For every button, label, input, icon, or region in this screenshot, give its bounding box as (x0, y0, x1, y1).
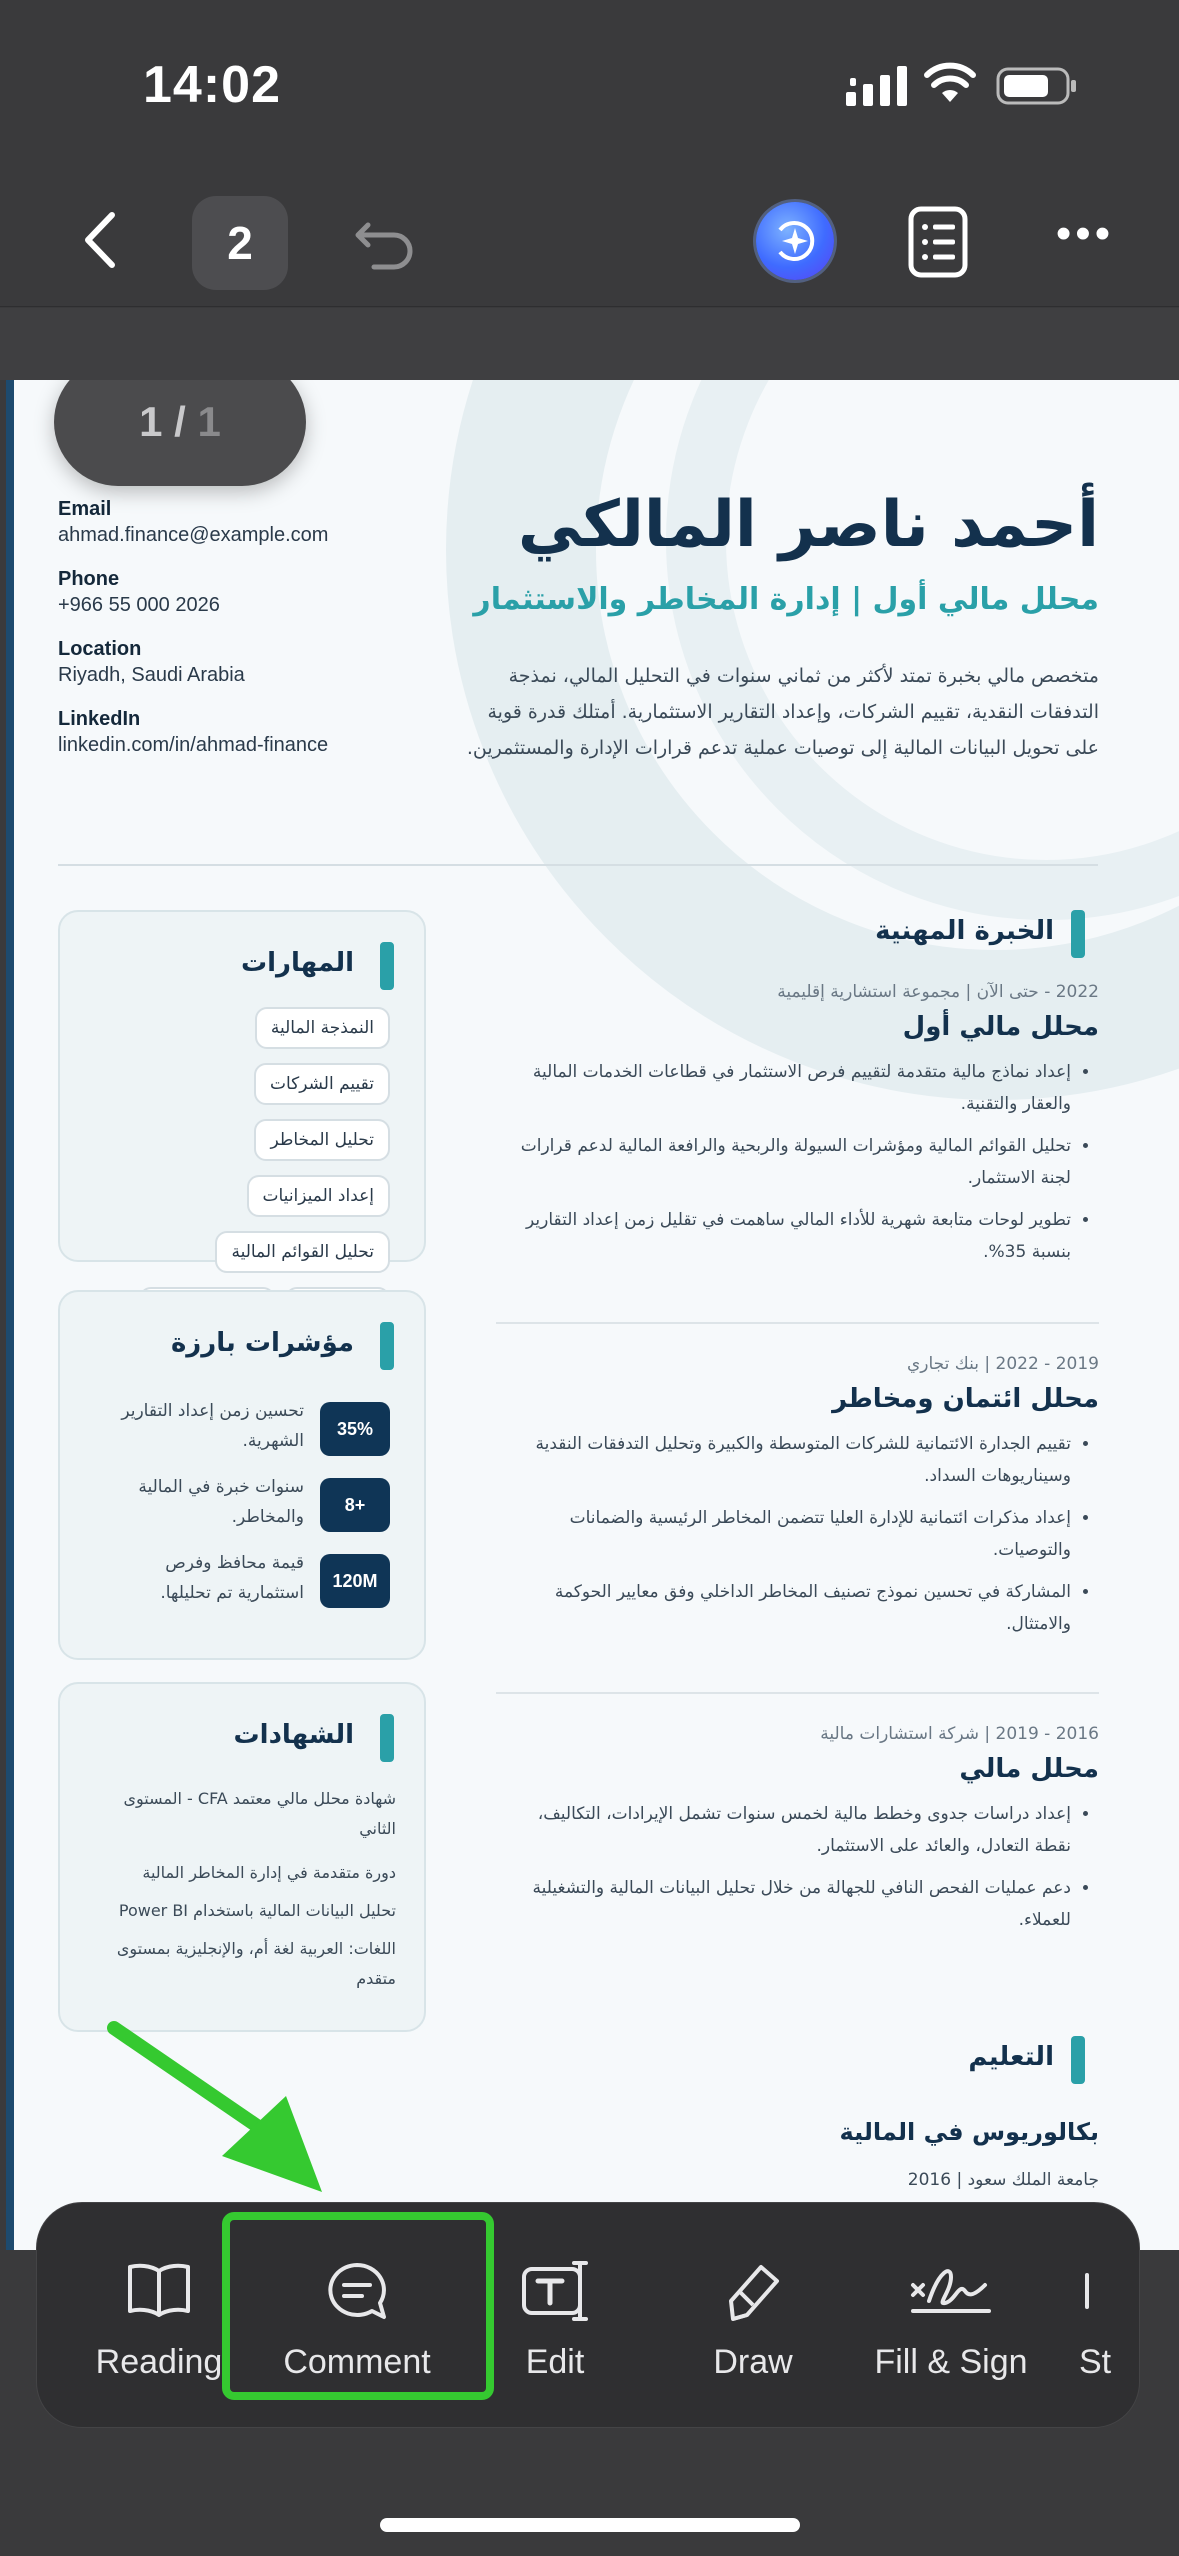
contact-block (58, 498, 388, 778)
skill-chip: تقييم الشركات (254, 1063, 390, 1105)
toolbar-label: Draw (713, 2343, 793, 2381)
signature-icon (909, 2261, 993, 2321)
more-options-icon[interactable]: ••• (1055, 209, 1115, 258)
job-bullet: • إعداد مذكرات ائتمانية للإدارة العليا تتضمن المخاطر الرئيسية والضمانات والتوصيات. (499, 1502, 1071, 1566)
resume-title: محلل مالي أول | إدارة المخاطر والاستثمار (473, 582, 1099, 617)
page-indicator (54, 380, 306, 486)
contact-phone: +966 55 000 2026 (58, 594, 220, 616)
job-role: محلل مالي أول (902, 1012, 1099, 1042)
job-bullet: • تقييم الجدارة الائتمانية للشركات المتوسطة والكبيرة وتحليل التدفقات النقدية وسيناريوهات السداد. (499, 1428, 1071, 1492)
sparkle-icon (756, 202, 834, 280)
book-icon (126, 2261, 192, 2317)
job-divider (496, 1322, 1099, 1324)
job-role: محلل مالي (959, 1754, 1099, 1784)
resume-page (6, 380, 1179, 2250)
job-bullet: • تحليل القوائم المالية ومؤشرات السيولة والربحية والرافعة المالية لدعم قرارات لجنة الاستثمار. (499, 1130, 1071, 1194)
section-accent-bar (1071, 910, 1085, 958)
metric-row (60, 1468, 428, 1538)
pen-icon (723, 2261, 783, 2325)
job-meta: 2019 - 2022 | بنك تجاري (906, 1354, 1099, 1374)
education-heading: التعليم (968, 2042, 1054, 2072)
toolbar-draw[interactable] (653, 2203, 853, 2428)
toolbar-label: Comment (283, 2343, 431, 2381)
toolbar-label: Edit (525, 2343, 585, 2381)
bottom-toolbar (36, 2202, 1140, 2428)
skills-card (58, 910, 426, 1262)
metric-badge: 120M (320, 1554, 390, 1608)
status-bar (0, 0, 1179, 175)
education-degree: بكالوريوس في المالية (839, 2118, 1099, 2146)
battery-icon (996, 66, 1078, 106)
contact-label: Location (58, 638, 142, 660)
job-bullet: • إعداد دراسات جدوى وخطط مالية لخمس سنوات تشمل الإيرادات، التكاليف، نقطة التعادل، والعائد على الاستثمار. (499, 1798, 1071, 1862)
certificate-item: اللغات: العربية لغة أم، والإنجليزية بمستوى متقدم (116, 1939, 396, 1988)
text-edit-icon (520, 2261, 590, 2321)
toolbar-fill-sign[interactable] (851, 2203, 1051, 2428)
skill-chip: تحليل المخاطر (254, 1119, 390, 1161)
contact-label: LinkedIn (58, 708, 141, 730)
resume-summary: متخصص مالي بخبرة تمتد لأكثر من ثماني سنوات في التحليل المالي، نمذجة التدفقات النقدية، تقييم الشركات، وإعداد التقارير الاستثمارية. أمتلك قدرة قوية على تحويل البيانات المالية إلى توصيات عملية تدعم قرارات الإدارة والمستثمرين. (466, 665, 1099, 759)
job-divider (496, 1692, 1099, 1694)
contact-linkedin: linkedin.com/in/ahmad-finance (58, 734, 329, 756)
job-bullet: • المشاركة في تحسين نموذج تصنيف المخاطر الداخلي وفق معايير الحوكمة والامتثال. (499, 1576, 1071, 1640)
toolbar-stamp[interactable] (1049, 2203, 1140, 2428)
experience-heading: الخبرة المهنية (875, 916, 1054, 946)
job-bullet: • إعداد نماذج مالية متقدمة لتقييم فرص الاستثمار في قطاعات الخدمات المالية والعقار والتقنية. (499, 1056, 1071, 1120)
section-accent-bar (1071, 2036, 1085, 2084)
education-meta: جامعة الملك سعود | 2016 (907, 2170, 1099, 2190)
wifi-icon (924, 62, 976, 104)
contact-label: Phone (58, 568, 120, 590)
outline-list-icon[interactable] (905, 205, 971, 279)
section-accent-bar (380, 942, 394, 990)
certificates-card (58, 1682, 426, 2032)
certificates-heading: الشهادات (233, 1720, 354, 1750)
metric-badge: 8+ (320, 1478, 390, 1532)
job-role: محلل ائتمان ومخاطر (832, 1384, 1099, 1414)
section-divider (58, 864, 1098, 866)
toolbar-label: Fill & Sign (874, 2343, 1028, 2381)
resume-name: أحمد ناصر المالكي (517, 488, 1099, 562)
home-indicator[interactable] (380, 2518, 800, 2532)
annotation-arrow-icon (100, 2010, 340, 2200)
toolbar-label: Reading (95, 2343, 223, 2381)
metric-row (60, 1544, 428, 1614)
stamp-icon (1081, 2261, 1101, 2321)
section-accent-bar (380, 1322, 394, 1370)
job-bullet: • تطوير لوحات متابعة شهرية للأداء المالي ساهمت في تقليل زمن إعداد التقارير بنسبة 35%. (499, 1204, 1071, 1268)
page-indicator-current: 1 / (139, 398, 186, 445)
comment-highlight-box (222, 2212, 494, 2400)
open-tabs-count-button[interactable]: 2 (192, 196, 288, 290)
cellular-signal-icon (846, 66, 908, 106)
section-accent-bar (380, 1714, 394, 1762)
job-entry (499, 1354, 1099, 1650)
undo-icon[interactable] (350, 211, 420, 271)
metric-text: تحسين زمن إعداد التقارير الشهرية. (121, 1401, 304, 1451)
metric-row (60, 1392, 428, 1462)
contact-label: Email (58, 498, 112, 520)
metrics-heading: مؤشرات بارزة (170, 1328, 354, 1358)
ai-assistant-button[interactable] (756, 202, 834, 280)
certificate-item: تحليل البيانات المالية باستخدام Power BI (118, 1901, 396, 1920)
job-entry (499, 1724, 1099, 1946)
metric-text: سنوات خبرة في المالية والمخاطر. (138, 1477, 304, 1527)
job-meta: 2022 - حتى الآن | مجموعة استشارية إقليمية (777, 982, 1099, 1002)
page-indicator-total: 1 (185, 398, 221, 445)
page-edge-accent (6, 380, 14, 2250)
back-chevron-icon[interactable] (70, 205, 130, 275)
document-top-margin (0, 308, 1179, 380)
job-entry (499, 982, 1099, 1278)
skill-chip: النمذجة المالية (255, 1007, 390, 1049)
job-bullet: • دعم عمليات الفحص النافي للجهالة من خلال تحليل البيانات المالية والتشغيلية للعملاء. (499, 1872, 1071, 1936)
toolbar-label: St (1079, 2343, 1112, 2381)
skills-heading: المهارات (240, 948, 354, 978)
contact-location: Riyadh, Saudi Arabia (58, 664, 245, 686)
certificate-item: دورة متقدمة في إدارة المخاطر المالية (142, 1863, 396, 1882)
metric-text: قيمة محافظ وفرص استثمارية تم تحليلها. (160, 1553, 304, 1603)
certificate-item: شهادة محلل مالي معتمد CFA - المستوى الثاني (123, 1789, 396, 1838)
metric-badge: 35% (320, 1402, 390, 1456)
document-nav-bar (0, 175, 1179, 307)
skill-chip: تحليل القوائم المالية (215, 1231, 390, 1273)
metrics-card (58, 1290, 426, 1660)
contact-email: ahmad.finance@example.com (58, 524, 329, 546)
status-time: 14:02 (143, 56, 281, 114)
job-meta: 2016 - 2019 | شركة استشارات مالية (820, 1724, 1099, 1744)
skill-chip: إعداد الميزانيات (247, 1175, 391, 1217)
